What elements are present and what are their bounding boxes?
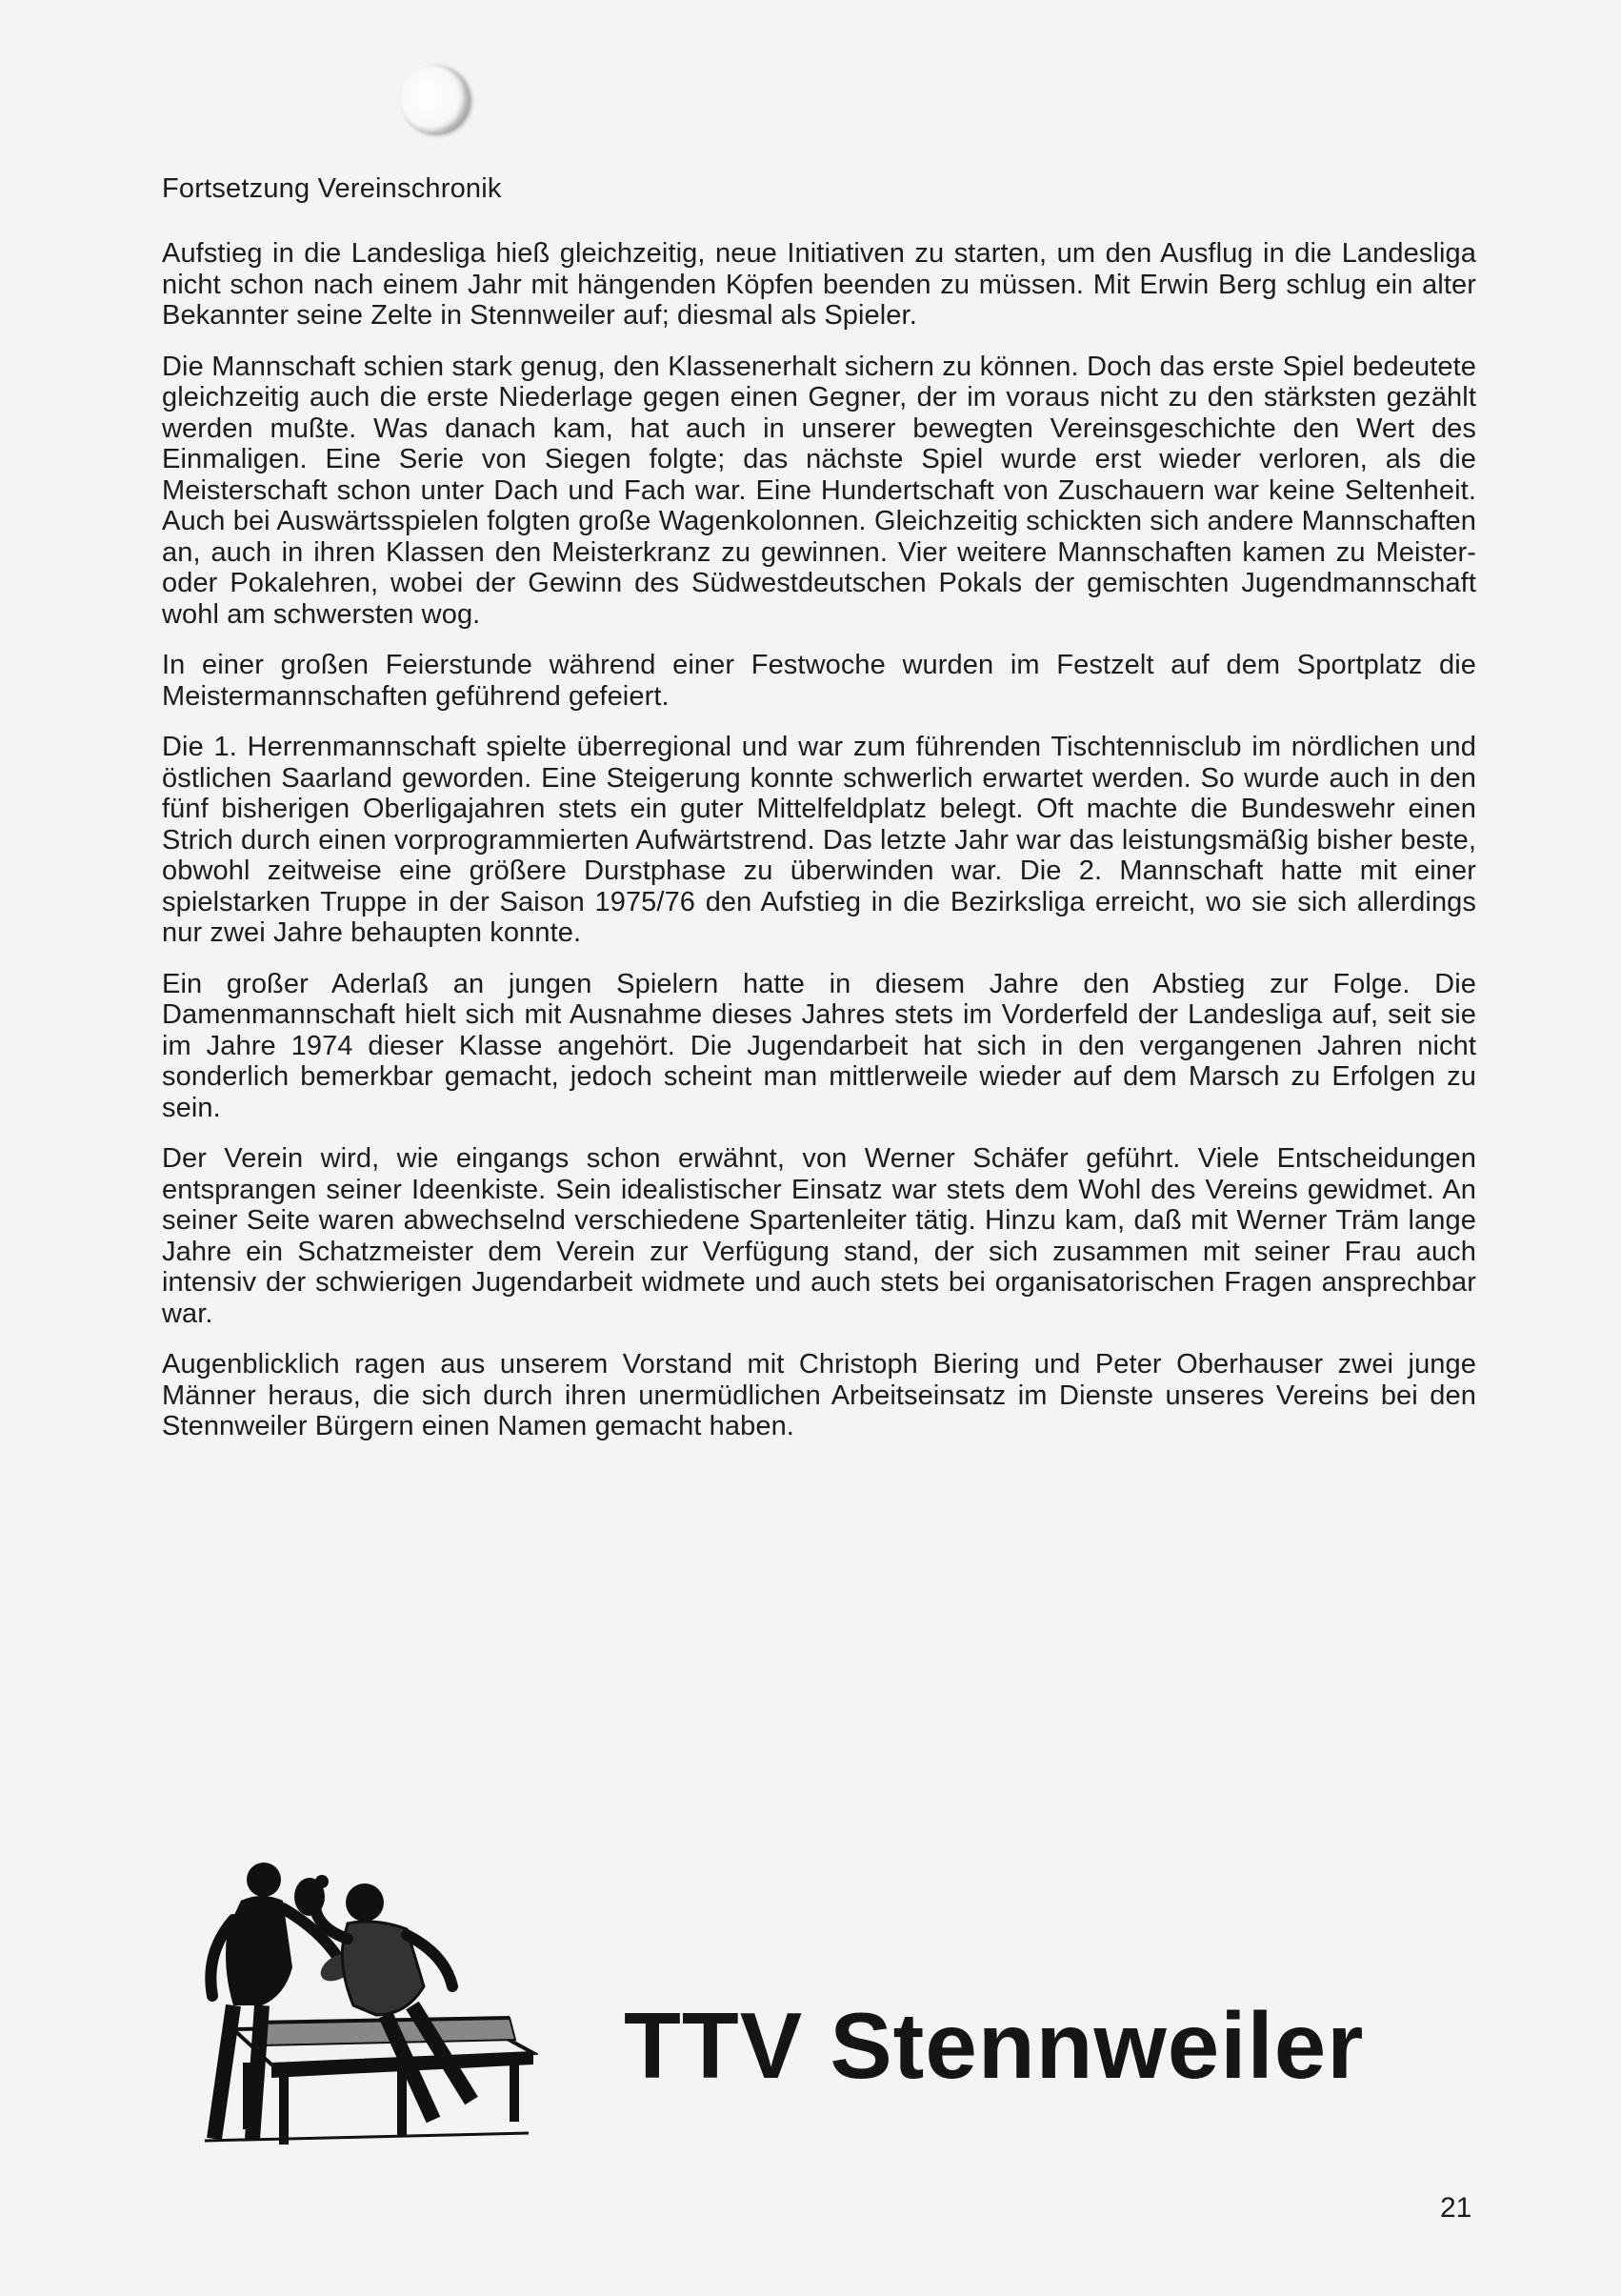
paragraph-5: Ein großer Aderlaß an jungen Spielern hatte in diesem Jahre den Abstieg zur Folge. Die Damenmannschaft hielt sich mit Ausnahme dieses Jahres stets im Vorderfeld der Landesliga auf, seit sie im Jahre 1974 dieser Klasse angehört. Die Jugendarbeit hat sich in den vergangenen Jahren nicht sonderlich bemerkbar gemacht, jedoch scheint man mittlerweile wieder auf dem Marsch zu Erfolgen zu sein. <box>162 968 1476 1123</box>
table-tennis-players-icon <box>195 1863 538 2148</box>
paragraph-4: Die 1. Herrenmannschaft spielte überregional und war zum führenden Tischtennisclub im nördlichen und östlichen Saarland geworden. Eine Steigerung konnte schwerlich erwartet werden. So wurde auch in den fünf bisherigen Oberligajahren stets ein guter Mittelfeldplatz belegt. Oft machte die Bundeswehr einen Strich durch einen vorprogrammierten Aufwärtstrend. Das letzte Jahr war das leistungsmäßig bisher beste, obwohl zeitweise eine größere Durstphase zu überwinden war. Die 2. Mannschaft hatte mit einer spielstarken Truppe in der Saison 1975/76 den Aufstieg in die Bezirksliga erreicht, wo sie sich allerdings nur zwei Jahre behaupten konnte. <box>162 732 1476 948</box>
punch-hole <box>400 65 469 133</box>
paragraph-3: In einer großen Feierstunde während einer Festwoche wurden im Festzelt auf dem Sportplatz die Meistermannschaften geführend gefeiert. <box>162 650 1476 712</box>
paragraph-6: Der Verein wird, wie eingangs schon erwähnt, von Werner Schäfer geführt. Viele Entscheidungen entsprangen seiner Ideenkiste. Sein idealistischer Einsatz war stets dem Wohl des Vereins gewidmet. An seiner Seite waren abwechselnd verschiedene Spartenleiter tätig. Hinzu kam, daß mit Werner Träm lange Jahre ein Schatzmeister dem Verein zur Verfügung stand, der sich zusammen mit seiner Frau auch intensiv der schwierigen Jugendarbeit widmete und auch stets bei organisatorischen Fragen ansprechbar war. <box>162 1143 1476 1329</box>
section-heading: Fortsetzung Vereinschronik <box>162 173 502 204</box>
paragraph-2: Die Mannschaft schien stark genug, den Klassenerhalt sichern zu können. Doch das erste Spiel bedeutete gleichzeitig auch die erste Niederlage gegen einen Gegner, der im voraus nicht zu den stärksten gezählt werden mußte. Was danach kam, hat auch in unserer bewegten Vereinsgeschichte den Wert des Einmaligen. Eine Serie von Siegen folgte; das nächste Spiel wurde erst wieder verloren, als die Meisterschaft schon unter Dach und Fach war. Eine Hundertschaft von Zuschauern war keine Seltenheit. Auch bei Auswärtsspielen folgten große Wagenkolonnen. Gleichzeitig schickten sich andere Mannschaften an, auch in ihren Klassen den Meisterkranz zu gewinnen. Vier weitere Mannschaften kamen zu Meister- oder Pokalehren, wobei der Gewinn des Südwestdeutschen Pokals der gemischten Jugendmannschaft wohl am schwersten wog. <box>162 351 1476 630</box>
page-number: 21 <box>1440 2192 1472 2224</box>
paragraph-7: Augenblicklich ragen aus unserem Vorstand mit Christoph Biering und Peter Oberhauser zwei junge Männer heraus, die sich durch ihren unermüdlichen Arbeitseinsatz im Dienste unseres Vereins bei den Stennweiler Bürgern einen Namen gemacht haben. <box>162 1349 1476 1441</box>
club-name: TTV Stennweiler <box>624 1993 1365 2098</box>
chronicle-text <box>162 171 1476 1462</box>
paragraph-1: Aufstieg in die Landesliga hieß gleichzeitig, neue Initiativen zu starten, um den Ausflug in die Landesliga nicht schon nach einem Jahr mit hängenden Köpfen beenden zu müssen. Mit Erwin Berg schlug ein alter Bekannter seine Zelte in Stennweiler auf; diesmal als Spieler. <box>162 238 1476 331</box>
